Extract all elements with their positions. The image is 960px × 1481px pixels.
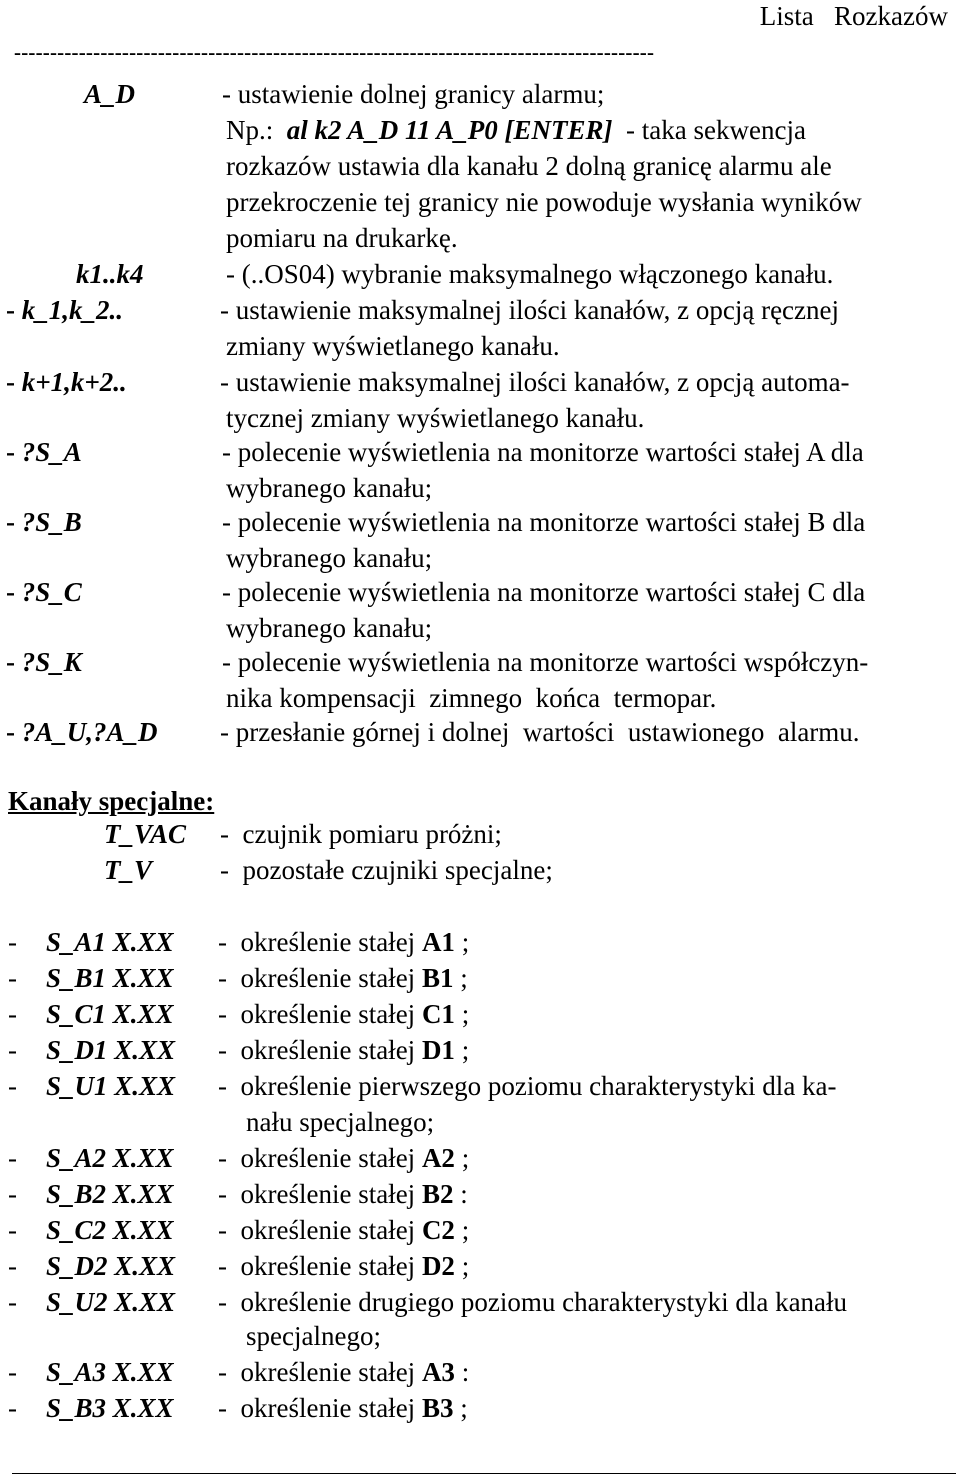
constant-end: : [454, 1357, 470, 1387]
constant-row [0, 1354, 960, 1390]
continuation-text: wybranego kanału; [226, 613, 433, 643]
constant-name: B1 [421, 963, 454, 993]
constant-row [0, 1248, 960, 1284]
key-prefix: - [6, 437, 22, 467]
command-key: ?S_K [21, 647, 82, 677]
constant-key: S_B3 X.XX [46, 1393, 174, 1423]
key-prefix: - [6, 367, 22, 397]
key-prefix: - [6, 717, 22, 747]
constant-name: A3 [421, 1357, 455, 1387]
constant-row [0, 1212, 960, 1248]
example-rest: - taka sekwencja [612, 115, 806, 145]
constant-key: S_B2 X.XX [46, 1179, 174, 1209]
constant-key: S_U1 X.XX [46, 1071, 176, 1101]
constant-end: ; [454, 927, 470, 957]
command-description: - ustawienie maksymalnej ilości kanałów, z opcją ręcznej [220, 295, 840, 325]
constant-end: ; [454, 1251, 470, 1281]
command-description: - przesłanie górnej i dolnej wartości ustawionego alarmu. [220, 717, 860, 747]
command-description: - polecenie wyświetlenia na monitorze wartości współczyn- [222, 647, 869, 677]
page-header-title: Lista Rozkazów [759, 1, 948, 31]
special-channel-key: T_V [104, 855, 153, 885]
constant-description [218, 1140, 469, 1176]
continuation-text: pomiaru na drukarkę. [226, 223, 458, 253]
constant-description [218, 1032, 469, 1068]
bullet-dash: - [8, 1357, 17, 1387]
bullet-dash: - [8, 1215, 17, 1245]
continuation-text: nału specjalnego; [246, 1107, 435, 1137]
constant-desc-prefix: - określenie stałej [218, 1215, 422, 1245]
bullet-dash: - [8, 999, 17, 1029]
command-key: ?S_B [21, 507, 82, 537]
key-prefix: - [6, 507, 22, 537]
key-prefix: - [6, 647, 22, 677]
constant-desc-prefix: - określenie stałej [218, 1251, 422, 1281]
constant-end: ; [453, 963, 468, 993]
example-line [226, 112, 806, 148]
continuation-text: zmiany wyświetlanego kanału. [226, 331, 560, 361]
command-description: - ustawienie dolnej granicy alarmu; [222, 79, 605, 109]
constant-name: A1 [421, 927, 455, 957]
command-key: ?S_A [21, 437, 82, 467]
constant-desc-prefix: - określenie stałej [218, 1357, 422, 1387]
constant-row [0, 1140, 960, 1176]
constant-row [0, 996, 960, 1032]
footer-rule [12, 1473, 956, 1474]
special-channels-heading: Kanały specjalne: [8, 786, 215, 816]
constant-end: ; [454, 1035, 470, 1065]
constant-key: S_C1 X.XX [46, 999, 174, 1029]
command-key: ?S_C [21, 577, 82, 607]
constant-desc-prefix: - określenie stałej [218, 963, 422, 993]
constant-description [218, 996, 469, 1032]
constant-desc-prefix: - określenie stałej [218, 1179, 422, 1209]
constant-description [218, 924, 469, 960]
constant-end: ; [454, 1143, 470, 1173]
constant-key: S_D1 X.XX [46, 1035, 176, 1065]
continuation-text: rozkazów ustawia dla kanału 2 dolną granicę alarmu ale [226, 151, 832, 181]
constant-key: S_A3 X.XX [46, 1357, 174, 1387]
command-key: k+1,k+2.. [21, 367, 127, 397]
constant-desc-prefix: - określenie stałej [218, 1143, 422, 1173]
constant-desc-prefix: - określenie stałej [218, 927, 422, 957]
continuation-text: specjalnego; [246, 1321, 381, 1351]
special-channel-key: T_VAC [104, 819, 187, 849]
bullet-dash: - [8, 1035, 17, 1065]
bullet-dash: - [8, 1179, 17, 1209]
constant-key: S_A2 X.XX [46, 1143, 174, 1173]
constant-name: C2 [421, 1215, 455, 1245]
constant-description [218, 1212, 469, 1248]
constant-row [0, 960, 960, 996]
command-description: - polecenie wyświetlenia na monitorze wartości stałej C dla [222, 577, 866, 607]
bullet-dash: - [8, 927, 17, 957]
command-key: k1..k4 [76, 259, 144, 289]
constant-description [218, 1354, 469, 1390]
continuation-text: tycznej zmiany wyświetlanego kanału. [226, 403, 645, 433]
constant-description [218, 1176, 468, 1212]
constant-desc-prefix: - określenie stałej [218, 1035, 422, 1065]
constant-row [0, 924, 960, 960]
constant-description [218, 1248, 469, 1284]
constant-key: S_A1 X.XX [46, 927, 174, 957]
command-description: - (..OS04) wybranie maksymalnego włączonego kanału. [226, 259, 834, 289]
command-description: - polecenie wyświetlenia na monitorze wartości stałej A dla [222, 437, 864, 467]
header-dash-separator: ----------------------------------------------------------------------------------------- [14, 40, 655, 64]
constant-key: S_D2 X.XX [46, 1251, 176, 1281]
command-key: A_D [84, 79, 136, 109]
special-channel-description: - pozostałe czujniki specjalne; [220, 855, 553, 885]
command-description: - polecenie wyświetlenia na monitorze wartości stałej B dla [222, 507, 866, 537]
constant-end: ; [453, 1393, 468, 1423]
constant-description: - określenie pierwszego poziomu charakterystyki dla ka- [218, 1071, 837, 1101]
bullet-dash: - [8, 1143, 17, 1173]
constant-key: S_B1 X.XX [46, 963, 174, 993]
key-prefix: - [6, 577, 22, 607]
special-channel-description: - czujnik pomiaru próżni; [220, 819, 502, 849]
bullet-dash: - [8, 1071, 17, 1101]
key-prefix: - [6, 295, 22, 325]
example-label: Np.: [226, 115, 274, 145]
constant-name: B2 [421, 1179, 454, 1209]
continuation-text: wybranego kanału; [226, 543, 433, 573]
constant-description [218, 1390, 468, 1426]
continuation-text: przekroczenie tej granicy nie powoduje wysłania wyników [226, 187, 862, 217]
bullet-dash: - [8, 963, 17, 993]
constant-row [0, 1390, 960, 1426]
example-command: al k2 A_D 11 A_P0 [ENTER] [286, 115, 613, 145]
constant-row [0, 1068, 960, 1104]
constant-description: - określenie drugiego poziomu charakterystyki dla kanału [218, 1287, 848, 1317]
bullet-dash: - [8, 1393, 17, 1423]
bullet-dash: - [8, 1287, 17, 1317]
constant-end: : [453, 1179, 468, 1209]
bullet-dash: - [8, 1251, 17, 1281]
constant-row [0, 1032, 960, 1068]
continuation-text: nika kompensacji zimnego końca termopar. [226, 683, 717, 713]
constant-name: A2 [421, 1143, 455, 1173]
constant-name: B3 [421, 1393, 454, 1423]
command-key: ?A_U,?A_D [21, 717, 158, 747]
constant-desc-prefix: - określenie stałej [218, 999, 422, 1029]
constant-key: S_C2 X.XX [46, 1215, 174, 1245]
constant-end: ; [454, 999, 470, 1029]
constant-end: ; [454, 1215, 470, 1245]
constant-row [0, 1284, 960, 1320]
constant-row [0, 1176, 960, 1212]
constant-description [218, 960, 468, 996]
constant-desc-prefix: - określenie stałej [218, 1393, 422, 1423]
constant-name: D1 [421, 1035, 455, 1065]
constant-name: C1 [421, 999, 455, 1029]
command-description: - ustawienie maksymalnej ilości kanałów, z opcją automa- [220, 367, 850, 397]
command-key: k_1,k_2.. [21, 295, 123, 325]
constant-key: S_U2 X.XX [46, 1287, 176, 1317]
continuation-text: wybranego kanału; [226, 473, 433, 503]
constant-name: D2 [421, 1251, 455, 1281]
